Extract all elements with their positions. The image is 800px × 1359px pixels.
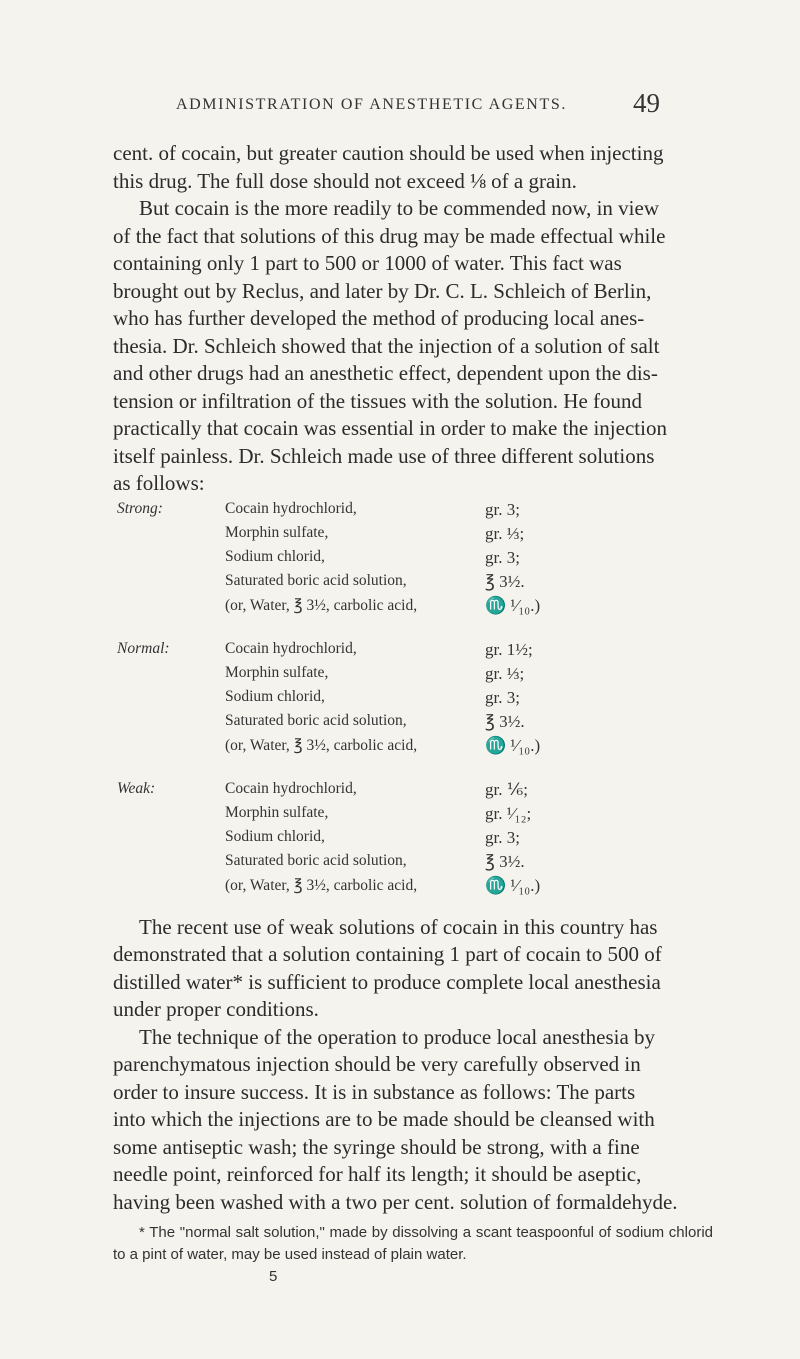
footnote: * The "normal salt solution," made by dissolving a scant teaspoonful of sodium chlorid to a pint of water, may be used instead of plain water.	[113, 1224, 713, 1263]
dose: gr. 3;	[485, 499, 520, 519]
text-line: into which the injections are to be made should be cleansed with	[113, 1107, 655, 1131]
solution-row	[225, 572, 715, 596]
text-line: itself painless. Dr. Schleich made use of three different solutions	[113, 443, 655, 468]
text-line: under proper conditions.	[113, 997, 319, 1021]
text-line: demonstrated that a solution containing 1 part of cocain to 500 of	[113, 942, 662, 966]
solution-normal	[113, 640, 713, 780]
text-line: as follows:	[113, 471, 205, 495]
solution-row	[225, 804, 715, 828]
text-line: having been washed with a two per cent. solution of formaldehyde.	[113, 1189, 678, 1214]
text-line: The technique of the operation to produce local anesthesia by	[139, 1024, 656, 1049]
text-line: this drug. The full dose should not exceed ⅛ of a grain.	[113, 168, 577, 193]
dose: ♏ ¹⁄₁₀.)	[485, 735, 541, 755]
text-line: tension or infiltration of the tissues with the solution. He found	[113, 388, 643, 413]
solution-strong	[113, 500, 713, 640]
ingredient: Saturated boric acid solution,	[225, 571, 407, 589]
text-line: order to insure success. It is in substance as follows: The parts	[113, 1079, 636, 1104]
ingredient: Cocain hydrochlorid,	[225, 779, 357, 797]
solution-row	[225, 736, 715, 760]
page-number: 49	[633, 88, 660, 118]
ingredient: Saturated boric acid solution,	[225, 851, 407, 869]
ingredient: Morphin sulfate,	[225, 663, 329, 681]
dose: gr. ¹⁄₁₂;	[485, 803, 532, 823]
dose: ℥ 3½.	[485, 851, 525, 871]
ingredient: (or, Water, ℥ 3½, carbolic acid,	[225, 596, 418, 614]
dose: ℥ 3½.	[485, 571, 525, 591]
paragraph-technique	[113, 1024, 713, 1217]
ingredient: Cocain hydrochlorid,	[225, 499, 357, 517]
solution-row	[225, 664, 715, 688]
text-line: containing only 1 part to 500 or 1000 of water. This fact was	[113, 251, 622, 275]
solution-row	[225, 852, 715, 876]
solution-row	[225, 712, 715, 736]
dose: ♏ ¹⁄₁₀.)	[485, 875, 541, 895]
dose: gr. ⅓;	[485, 663, 525, 683]
text-line: needle point, reinforced for half its length; it should be aseptic,	[113, 1162, 642, 1186]
paragraph-cocain-solutions	[113, 195, 713, 498]
text-line: But cocain is the more readily to be commended now, in view	[139, 196, 659, 220]
solution-label: Normal:	[117, 639, 170, 657]
ingredient: Morphin sulfate,	[225, 523, 329, 541]
dose: gr. 3;	[485, 827, 520, 847]
text-line: brought out by Reclus, and later by Dr. C. L. Schleich of Berlin,	[113, 278, 652, 303]
solution-row	[225, 688, 715, 712]
ingredient: Saturated boric acid solution,	[225, 711, 407, 729]
solution-label: Weak:	[117, 779, 156, 797]
ingredient: Sodium chlorid,	[225, 687, 325, 705]
ingredient: Cocain hydrochlorid,	[225, 639, 357, 657]
dose: ℥ 3½.	[485, 711, 525, 731]
text-line: some antiseptic wash; the syringe should be strong, with a fine	[113, 1134, 640, 1159]
dose: ♏ ¹⁄₁₀.)	[485, 595, 541, 615]
paragraph-weak-solutions	[113, 914, 713, 1024]
page-header	[0, 90, 800, 126]
dose: gr. 3;	[485, 687, 520, 707]
text-line: The recent use of weak solutions of cocain in this country has	[139, 914, 658, 939]
dose: gr. 1½;	[485, 639, 533, 659]
solution-row	[225, 780, 715, 804]
ingredient: Sodium chlorid,	[225, 547, 325, 565]
page-body	[113, 140, 713, 1285]
running-title: ADMINISTRATION OF ANESTHETIC AGENTS.	[176, 96, 567, 113]
solution-row	[225, 640, 715, 664]
solution-weak	[113, 780, 713, 914]
text-line: distilled water* is sufficient to produce complete local anesthesia	[113, 969, 661, 994]
solution-row	[225, 596, 715, 620]
solution-row	[225, 500, 715, 524]
solution-row	[225, 876, 715, 900]
text-line: and other drugs had an anesthetic effect, dependent upon the dis-	[113, 361, 658, 385]
dose: gr. ⅙;	[485, 779, 528, 799]
ingredient: Morphin sulfate,	[225, 803, 329, 821]
text-line: cent. of cocain, but greater caution should be used when injecting	[113, 141, 664, 165]
text-line: practically that cocain was essential in order to make the injection	[113, 416, 667, 440]
solution-row	[225, 548, 715, 572]
dose: gr. ⅓;	[485, 523, 525, 543]
solution-row	[225, 524, 715, 548]
solution-label: Strong:	[117, 499, 163, 517]
text-line: who has further developed the method of producing local anes-	[113, 306, 645, 330]
text-line: thesia. Dr. Schleich showed that the injection of a solution of salt	[113, 333, 660, 358]
text-line: of the fact that solutions of this drug may be made effectual while	[113, 223, 666, 248]
signature-mark: 5	[269, 1268, 278, 1285]
solution-row	[225, 828, 715, 852]
dose: gr. 3;	[485, 547, 520, 567]
ingredient: (or, Water, ℥ 3½, carbolic acid,	[225, 876, 418, 894]
text-line: parenchymatous injection should be very carefully observed in	[113, 1052, 641, 1076]
ingredient: Sodium chlorid,	[225, 827, 325, 845]
ingredient: (or, Water, ℥ 3½, carbolic acid,	[225, 736, 418, 754]
paragraph-intro-continued	[113, 140, 713, 195]
